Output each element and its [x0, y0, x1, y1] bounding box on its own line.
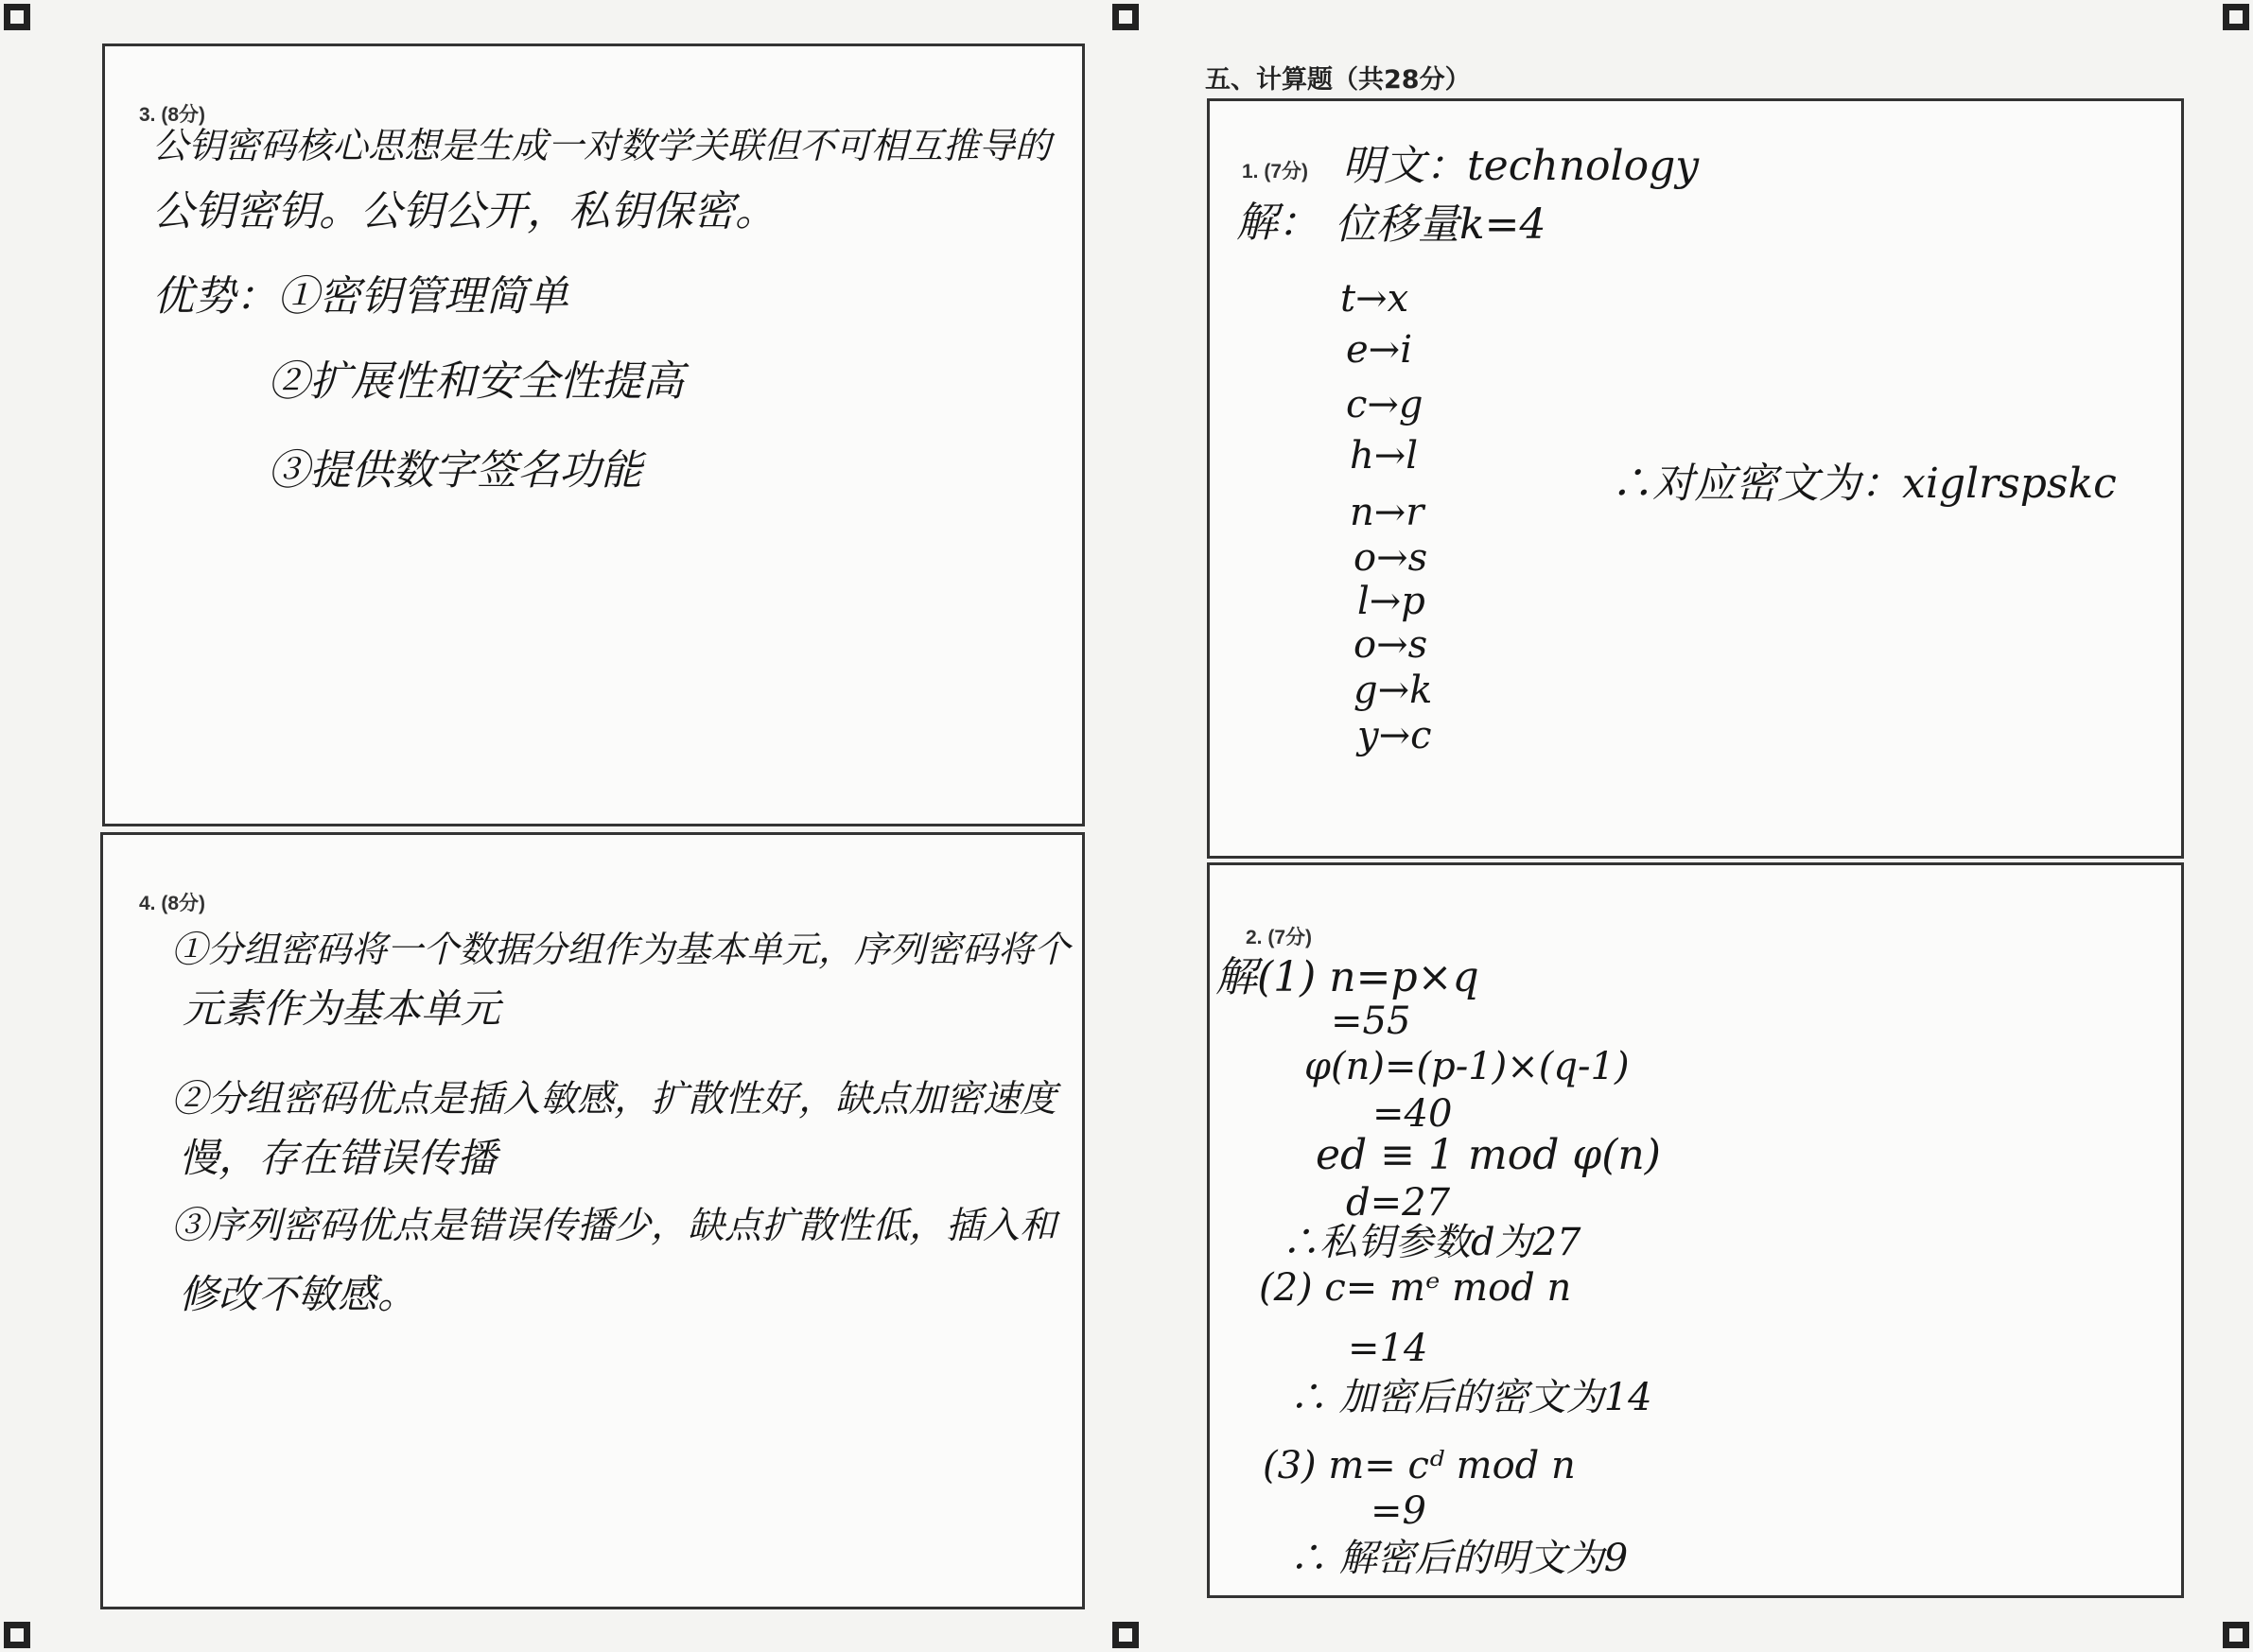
rsa-step: ∴ 加密后的密文为14 [1289, 1376, 1652, 1419]
answer-box-q3 [102, 43, 1085, 826]
rsa-step: ∴ 解密后的明文为9 [1289, 1537, 1629, 1580]
rsa-step: d=27 [1346, 1181, 1451, 1225]
rsa-step: =55 [1331, 1000, 1411, 1043]
answer-line: 慢，存在错误传播 [179, 1135, 498, 1181]
mapping-line: g→k [1354, 669, 1433, 712]
mapping-line: h→l [1350, 434, 1419, 478]
rsa-step: ∴私钥参数d为27 [1282, 1221, 1581, 1264]
answer-box-q4 [100, 832, 1085, 1609]
rsa-step: 解(1) n=p×q [1215, 953, 1479, 1001]
mapping-line: n→r [1350, 491, 1424, 534]
mapping-line: c→g [1346, 383, 1423, 426]
answer-line: ②扩展性和安全性提高 [268, 357, 684, 406]
answer-line: ③序列密码优点是错误传播少，缺点扩散性低，插入和 [171, 1205, 1057, 1247]
mapping-line: o→s [1354, 623, 1428, 667]
answer-line: 公钥密码核心思想是生成一对数学关联但不可相互推导的 [152, 125, 1052, 166]
answer-line: ③提供数字签名功能 [268, 446, 642, 495]
answer-line: 修改不敏感。 [179, 1271, 418, 1317]
section-title: 五、计算题（共28分） [1205, 65, 1471, 95]
registration-marker-top-right [2223, 4, 2249, 30]
ciphertext-result: ∴对应密文为：xiglrspskc [1611, 460, 2117, 508]
rsa-step: φ(n)=(p-1)×(q-1) [1304, 1045, 1630, 1088]
solution-marker: 解： [1236, 199, 1319, 247]
registration-marker-top-left [4, 4, 30, 30]
rsa-step: =9 [1371, 1489, 1426, 1533]
shift-line: 位移量k=4 [1335, 200, 1546, 249]
answer-line: ①分组密码将一个数据分组作为基本单元，序列密码将个 [171, 929, 1071, 970]
mapping-line: l→p [1357, 580, 1425, 623]
question-label: 2. (7分) [1246, 927, 1313, 948]
question-label: 3. (8分) [139, 104, 206, 126]
plaintext-line: 明文：technology [1342, 142, 1700, 190]
question-label: 4. (8分) [139, 893, 206, 914]
mapping-line: o→s [1354, 536, 1428, 580]
registration-marker-bottom-left [4, 1622, 30, 1648]
rsa-step: (3) m= cᵈ mod n [1263, 1444, 1576, 1487]
answer-box-calc-2 [1207, 862, 2184, 1598]
rsa-step: ed ≡ 1 mod φ(n) [1316, 1131, 1661, 1179]
answer-line: 优势：①密钥管理简单 [152, 272, 568, 321]
answer-line: 公钥密钥。公钥公开，私钥保密。 [152, 187, 777, 235]
rsa-step: =40 [1372, 1092, 1453, 1136]
rsa-step: (2) c= mᵉ mod n [1259, 1266, 1572, 1310]
registration-marker-bottom-right [2223, 1622, 2249, 1648]
answer-box-calc-1 [1207, 98, 2184, 859]
mapping-line: e→i [1346, 328, 1412, 372]
rsa-step: =14 [1348, 1327, 1428, 1370]
question-label: 1. (7分) [1242, 161, 1309, 183]
mapping-line: y→c [1357, 714, 1432, 757]
mapping-line: t→x [1340, 277, 1409, 321]
answer-line: ②分组密码优点是插入敏感，扩散性好，缺点加密速度 [171, 1078, 1057, 1121]
registration-marker-top-center [1112, 4, 1139, 30]
answer-line: 元素作为基本单元 [183, 985, 501, 1032]
registration-marker-bottom-center [1112, 1622, 1139, 1648]
